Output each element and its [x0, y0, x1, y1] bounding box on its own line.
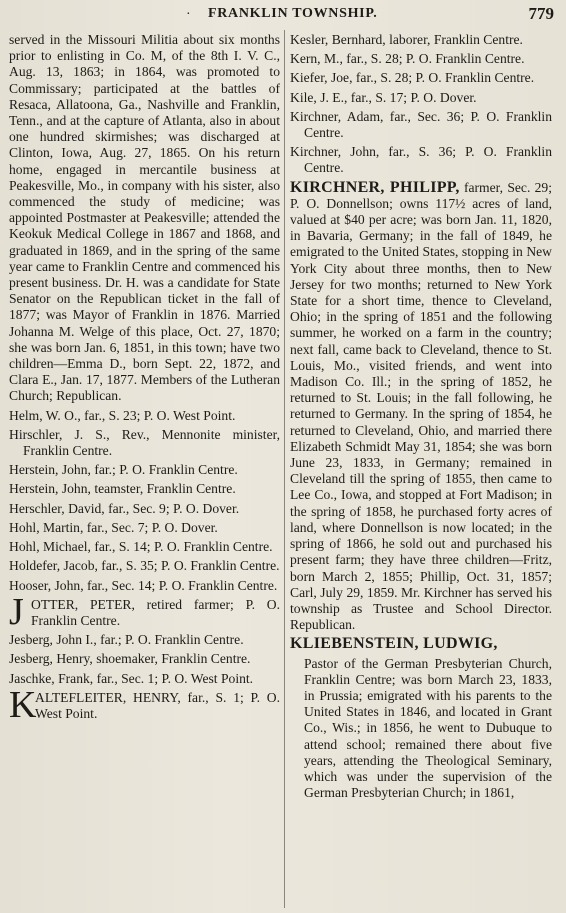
section-j-first-entry	[9, 590, 280, 633]
biography-name: KIRCHNER, PHILIPP,	[290, 178, 460, 196]
running-title: FRANKLIN TOWNSHIP.	[208, 6, 378, 21]
biography-kliebenstein	[290, 636, 552, 652]
dropcap-j: J	[9, 590, 24, 633]
section-k-first-entry	[9, 683, 280, 726]
directory-entry: Kiefer, Joe, far., S. 28; P. O. Franklin Centre.	[290, 70, 535, 86]
section-j-first-text: OTTER, PETER, retired farmer; P. O. Franklin Centre.	[31, 596, 280, 628]
directory-entry: Kesler, Bernhard, laborer, Franklin Centre.	[290, 32, 523, 47]
directory-entry: Kirchner, Adam, far., Sec. 36; P. O. Franklin Centre.	[290, 108, 552, 141]
directory-entry: Herstein, John, teamster, Franklin Centre.	[9, 481, 236, 497]
directory-entry: Kirchner, John, far., S. 36; P. O. Franklin Centre.	[290, 144, 552, 176]
directory-entry: Herschler, David, far., Sec. 9; P. O. Dover.	[9, 500, 240, 516]
page-header	[0, 3, 566, 25]
directory-entry: Kern, M., far., S. 28; P. O. Franklin Centre.	[290, 51, 525, 67]
directory-entry: Kile, J. E., far., S. 17; P. O. Dover.	[290, 89, 477, 105]
directory-entry: Helm, W. O., far., S. 23; P. O. West Point.	[9, 407, 236, 423]
right-column	[290, 32, 552, 804]
directory-entry: Jesberg, John I., far.; P. O. Franklin Centre.	[9, 632, 244, 648]
directory-entry: Jaschke, Frank, far., Sec. 1; P. O. West Point.	[9, 670, 254, 686]
biography-kirchner	[290, 180, 552, 634]
directory-entry: Hohl, Martin, far., Sec. 7; P. O. Dover.	[9, 519, 218, 535]
header-dot: ·	[186, 7, 191, 22]
continued-biography: served in the Missouri Militia about six months prior to enlisting in Co. M, of the 8th I. V. C., Aug. 13, 1863; in 1864, was promoted to Commissary; participated at the battles of Resaca, Allatoona, Ga., Nashville and Franklin, Tenn., and at the capture of Atlanta, also in about one hundred skirmishes; was discharged at Clinton, Iowa, Aug. 27, 1865. On his return home, engaged in mercantile business at Peakesville, Mo., in company with his sister, also commenced the study of medicine; was appointed Postmaster at Peakesville; attended the Keokuk Medical College in 1867 and 1868, and graduated in 1869, and in the spring of the same year came to Franklin Centre and commenced his present business. Dr. H. was a candidate for State Senator on the Republican ticket in the fall of 1877; was Mayor of Franklin in 1876. Married Johanna M. Welge of this place, Oct. 27, 1870; she was born Jan. 6, 1851, in this town; have two children—Emma D., born Sept. 22, 1872, and Clara E., Jan. 17, 1877. Members of the Lutheran Church; Republican.	[9, 32, 280, 404]
biography-text: farmer, Sec. 29; P. O. Donnellson; owns 117½ acres of land, valued at $40 per acre; was born Jan. 11, 1820, in Bavaria, Germany; in the fall of 1849, he emigrated to the United States, stopping in New York City about three months, then to New Jersey for two months; returned to New York State for a short time, thence to Cleveland, Ohio; in the spring of 1851 and the following summer, he worked on a farm in the country; next fall, came back to Cleveland, thence to St. Louis, Mo., visited friends, and went into Madison Co. Ill.; in the spring of 1852, he returned to St. Louis; in the fall following, he returned to Germany. In the spring of 1854, he returned to Cleveland, Ohio, and married there Elizabeth Schmidt May 31, 1854; she was born June 23, 1833, in Germany; remained in Cleveland till the spring of 1855, then came to Lee Co., Iowa, and stopped at Fort Madison; in the spring of 1858, he purchased forty acres of land, where Donnellson is now located; in the spring of 1866, he sold out and purchased his present farm; they have three children—Fritz, born March 2, 1855; Phillip, Oct. 31, 1857; Carl, July 29, 1859. Mr. Kirchner has served his township as Trustee and School Director. Republican.	[290, 179, 552, 633]
directory-entry: Holdefer, Jacob, far., S. 35; P. O. Franklin Centre.	[9, 558, 280, 574]
directory-entry: Hohl, Michael, far., S. 14; P. O. Franklin Centre.	[9, 539, 273, 555]
dropcap-k: K	[9, 683, 37, 726]
biography-text: Pastor of the German Presbyterian Church, Franklin Centre; was born March 23, 1833, in Prussia; emigrated with his parents to the United States in 1846, and located in Grant Co., Wis.; in 1856, he went to Dubuque to attend school; remained there about five years, attending the Theological Seminary, which was under the supervision of the German Presbyterian Church; in 1861,	[304, 655, 552, 801]
biography-name: KLIEBENSTEIN, LUDWIG,	[290, 635, 498, 653]
directory-entry: Jesberg, Henry, shoemaker, Franklin Centre.	[9, 651, 251, 667]
page-number: 779	[528, 4, 554, 23]
column-divider	[284, 30, 285, 908]
directory-entry: Hirschler, J. S., Rev., Mennonite minister, Franklin Centre.	[9, 426, 280, 459]
directory-entry: Hooser, John, far., Sec. 14; P. O. Franklin Centre.	[9, 577, 278, 593]
section-k-first-text: ALTEFLEITER, HENRY, far., S. 1; P. O. West Point.	[35, 689, 280, 721]
directory-entry: Herstein, John, far.; P. O. Franklin Centre.	[9, 462, 238, 478]
biography-text-block	[290, 656, 552, 802]
left-column	[9, 32, 280, 725]
